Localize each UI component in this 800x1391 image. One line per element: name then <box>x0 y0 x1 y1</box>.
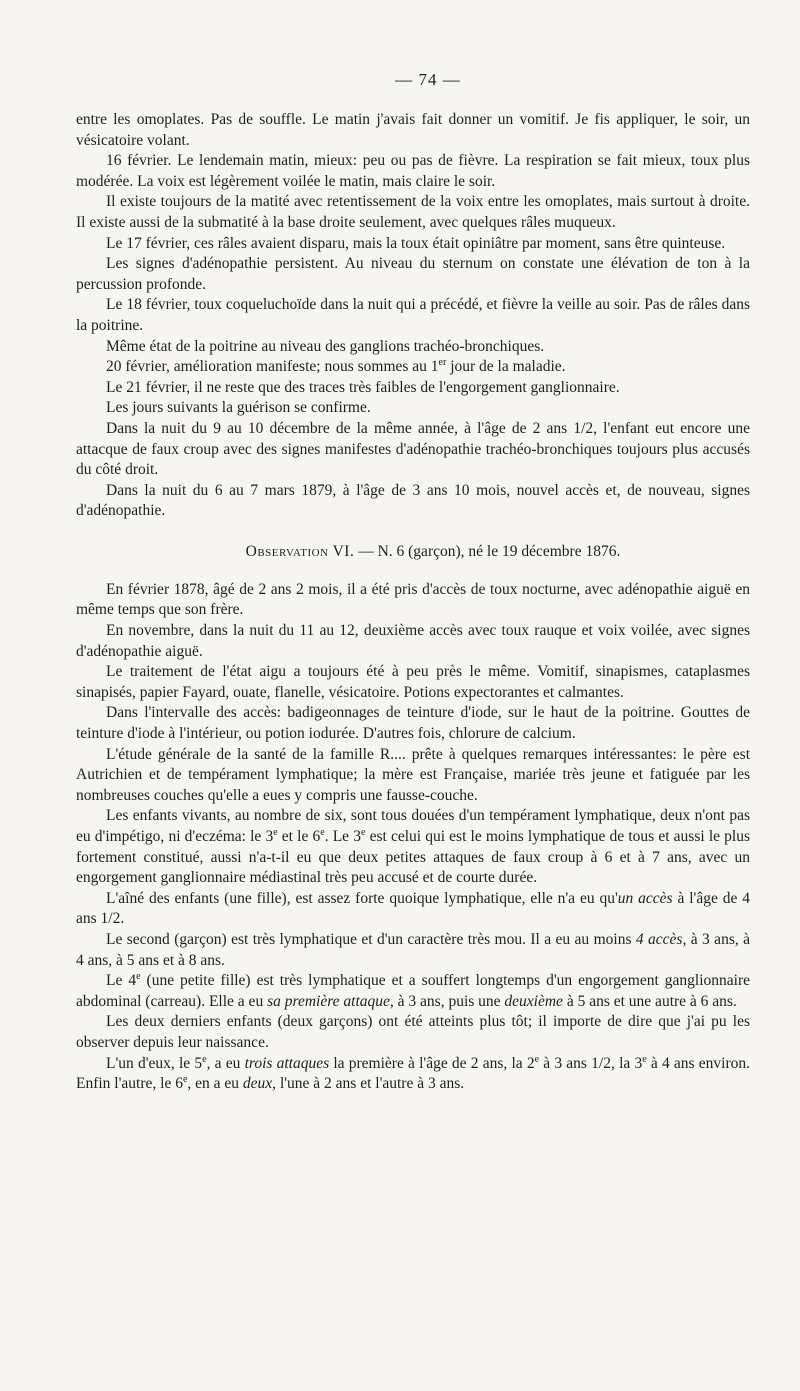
text-run: la première à l'âge de 2 ans, la 2 <box>329 1054 535 1072</box>
paragraph <box>76 806 750 888</box>
observation-heading <box>116 542 750 562</box>
text-run: L'aîné des enfants (une fille), est assez forte quoique lymphatique, elle n'a eu qu' <box>106 889 618 907</box>
text-run: . <box>120 910 125 928</box>
superscript: e <box>320 826 325 838</box>
text-run: , a eu <box>206 1054 245 1072</box>
paragraph: 16 février. Le lendemain matin, mieux: peu ou pas de fièvre. La respiration se fait mieux, toux plus modérée. La voix est légèrement voilée le matin, mais claire le soir. <box>76 152 750 190</box>
superscript: e <box>534 1053 540 1065</box>
paragraph: Les jours suivants la guérison se confirme. <box>106 399 371 417</box>
emphasis: sa première attaque, <box>267 992 394 1010</box>
paragraph <box>76 357 750 378</box>
superscript: e <box>642 1053 647 1065</box>
superscript: e <box>136 971 141 982</box>
text-run: à 3 ans <box>539 1054 592 1072</box>
paragraph: L'étude générale de la santé de la famille R.... prête à quelques remarques intéressantes: le père est Autrichien et de tempérament lymphatique; la mère est Française, mariée très jeune et fatiguée par les nombreuses couches qu'elle a eues y compris une fausse-couche. <box>76 745 750 804</box>
emphasis: un accès <box>617 889 673 907</box>
text-run: (une petite fille) est très lymphatique et a souffert longtemps d'un engorgement ganglionnaire abdominal (carreau). Elle a eu <box>76 972 750 1010</box>
observation-label: Observation VI. <box>245 542 355 560</box>
paragraph: En novembre, dans la nuit du 11 au 12, deuxième accès avec toux rauque et voix voilée, avec signes d'adénopathie aiguë. <box>76 622 750 660</box>
paragraph <box>76 889 750 930</box>
paragraph: Les deux derniers enfants (deux garçons) ont été atteints plus tôt; il importe de dire que j'ai pu les observer depuis leur naissance. <box>76 1013 750 1051</box>
fraction: 1/2 <box>100 910 121 928</box>
text-run: à 5 ans et une autre à 6 ans. <box>562 992 737 1010</box>
paragraph: Le 18 février, toux coqueluchoïde dans la nuit qui a précédé, et fièvre la veille au soir. Pas de râles dans la poitrine. <box>76 296 750 334</box>
text-run: , la 3 <box>610 1054 643 1072</box>
superscript: e <box>273 826 278 838</box>
superscript: e <box>202 1053 207 1065</box>
paragraph: Même état de la poitrine au niveau des ganglions trachéo-bronchiques. <box>106 337 545 355</box>
paragraph: Le 17 février, ces râles avaient disparu, mais la toux était opiniâtre par moment, sans être quinteuse. <box>106 234 726 252</box>
paragraph <box>76 930 750 971</box>
observation-body <box>76 580 750 1095</box>
fraction: 1/2 <box>573 419 594 437</box>
emphasis: trois attaques <box>244 1054 330 1072</box>
text-run: à 3 ans, à 4 ans, à 5 ans et à 8 ans. <box>76 930 751 969</box>
text-run: Le 4 <box>106 972 137 990</box>
text-run: , l'enfant eut encore une attacque de faux croup avec des signes manifestes d'adénopathie trachéo-bronchiques toujours plus accusés du côté droit. <box>76 419 750 479</box>
paragraph <box>76 971 750 1012</box>
text-run: . Le 3 <box>324 828 361 845</box>
text-run: 20 février, amélioration manifeste; nous sommes au 1 <box>106 358 439 376</box>
text-run: Dans la nuit du 9 au 10 décembre de la même année, à l'âge de 2 ans <box>106 419 574 437</box>
observation-details: — N. 6 (garçon), né le 19 décembre 1876. <box>354 542 621 560</box>
paragraph: Les signes d'adénopathie persistent. Au niveau du sternum on constate une élévation de ton à la percussion profonde. <box>76 255 750 293</box>
text-run: Les enfants vivants, au nombre de six, sont tous douées d'un tempérament lymphatique, deux n'ont pas eu d'impétigo, ni d'eczéma: le 3 <box>76 807 750 845</box>
paragraph: Dans la nuit du 6 au 7 mars 1879, à l'âge de 3 ans 10 mois, nouvel accès et, de nouveau, signes d'adénopathie. <box>76 481 750 520</box>
text-run: à 4 ans environ. Enfin l'autre, le 6 <box>76 1054 751 1093</box>
emphasis: 4 accès, <box>635 930 687 948</box>
paragraph <box>76 419 750 481</box>
superscript: e <box>182 1073 188 1085</box>
fraction: 1/2 <box>591 1054 611 1072</box>
text-run: , en a eu <box>187 1075 243 1093</box>
superscript: e <box>360 826 366 838</box>
superscript: er <box>438 356 447 368</box>
text-run: à l'âge de 4 ans <box>76 889 750 928</box>
paragraph: Le traitement de l'état aigu a toujours été à peu près le même. Vomitif, sinapismes, cataplasmes sinapisés, papier Fayard, ouate, flanelle, vésicatoire. Potions expectorantes et calmantes. <box>76 663 750 701</box>
paragraph: En février 1878, âgé de 2 ans 2 mois, il a été pris d'accès de toux nocturne, avec adénopathie aiguë en même temps que son frère. <box>76 580 750 619</box>
emphasis: deux, <box>242 1075 277 1093</box>
text-run: à 3 ans, puis une <box>393 992 505 1010</box>
text-run: et le 6 <box>277 828 321 845</box>
paragraph: entre les omoplates. Pas de souffle. Le matin j'avais fait donner un vomitif. Je fis appliquer, le soir, un vésicatoire volant. <box>76 111 750 149</box>
text-run: Le second (garçon) est très lymphatique et d'un caractère très mou. Il a eu au moins <box>106 930 636 948</box>
case-notes-continued <box>76 110 750 522</box>
emphasis: deuxième <box>504 992 563 1010</box>
text-run: l'une à 2 ans et l'autre à 3 ans. <box>276 1075 465 1093</box>
paragraph <box>76 1054 750 1095</box>
paragraph: Le 21 février, il ne reste que des traces très faibles de l'engorgement ganglionnaire. <box>106 378 620 396</box>
text-run: est celui qui est le moins lymphatique de tous et aussi le plus fortement constitué, aussi n'a-t-il eu que deux petites attaques de faux croup à 6 et à 7 ans, avec un engorgement ganglionnaire médiastinal très peu accusé et de courte durée. <box>76 828 750 887</box>
text-run: L'un d'eux, le 5 <box>106 1054 203 1072</box>
text-run: jour de la maladie. <box>446 358 566 376</box>
paragraph: Dans l'intervalle des accès: badigeonnages de teinture d'iode, sur le haut de la poitrine. Gouttes de teinture d'iode à l'intérieur, ou potion iodurée. D'autres fois, chlorure de calcium. <box>76 704 750 743</box>
paragraph: Il existe toujours de la matité avec retentissement de la voix entre les omoplates, mais surtout à droite. Il existe aussi de la submatité à la base droite seulement, avec quelques râles muqueux. <box>76 193 750 231</box>
page-number: — 74 — <box>395 70 461 89</box>
